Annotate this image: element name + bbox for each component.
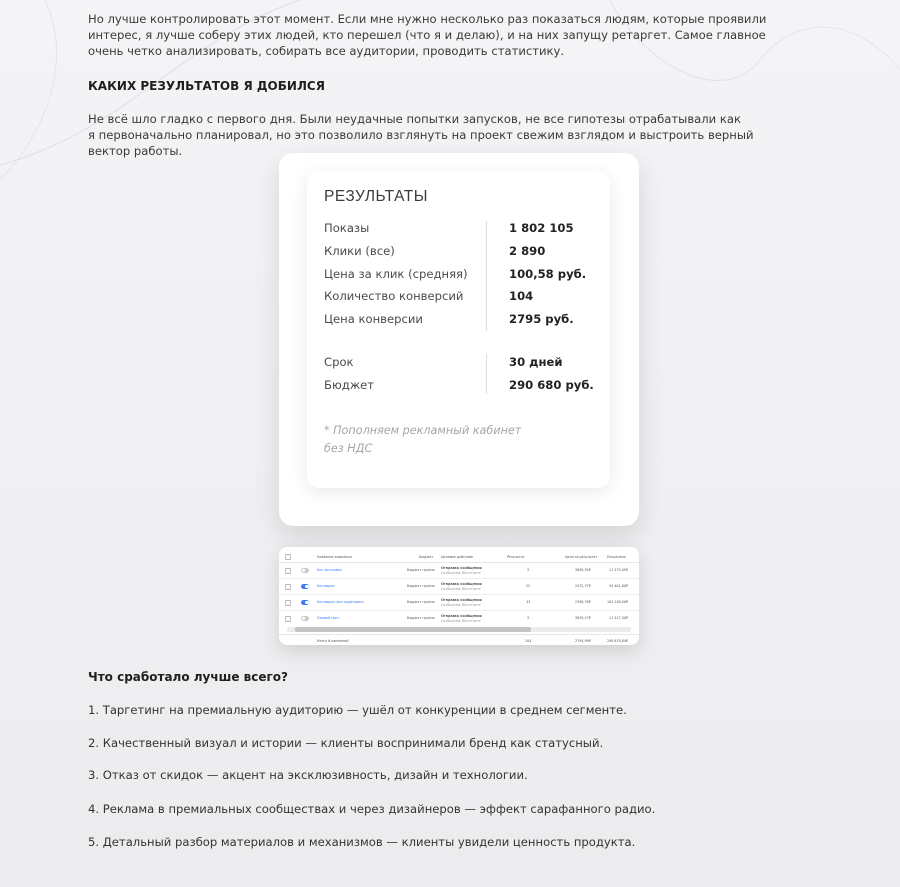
- metric-label: Показы: [324, 221, 370, 235]
- campaign-name[interactable]: Первый пост: [317, 616, 340, 620]
- campaign-action: Отправка сообщения: [441, 598, 482, 602]
- campaign-toggle[interactable]: [301, 616, 309, 621]
- metric-value: 2 890: [509, 244, 546, 258]
- campaign-action: Отправка сообщения: [441, 582, 482, 586]
- campaign-budget: Бюджет группы: [407, 584, 435, 588]
- metric-label: Срок: [324, 355, 354, 369]
- intro-line: интерес, я лучше соберу этих людей, кто перешел (что я и делаю), и на них запущу ретаргет. Самое главное: [88, 28, 766, 42]
- column-header[interactable]: Цена за результат: [565, 555, 598, 559]
- total-label: Итого 6 кампаний: [317, 639, 349, 643]
- campaign-result: 22: [526, 584, 531, 588]
- worked-heading: Что сработало лучше всего?: [88, 670, 288, 684]
- note-line: * Пополняем рекламный кабинет: [324, 424, 522, 437]
- results-card: [279, 153, 639, 526]
- campaign-action-sub: Сообщение ВКонтакте: [441, 619, 481, 623]
- total-result: 104: [525, 639, 532, 643]
- metric-value: 30 дней: [509, 355, 563, 369]
- campaign-action: Отправка сообщения: [441, 566, 482, 570]
- campaign-name[interactable]: Без видео: [317, 584, 335, 588]
- campaign-name[interactable]: Без видео (все аудитории): [317, 600, 364, 604]
- metric-row: [324, 312, 604, 330]
- campaign-result: 43: [526, 600, 531, 604]
- metric-value: 104: [509, 289, 534, 303]
- campaign-cost: 2472,77₽: [575, 584, 591, 588]
- metric-row: [324, 244, 604, 262]
- table-row[interactable]: [279, 563, 639, 579]
- campaign-cost: 2398,78₽: [575, 600, 591, 604]
- campaign-toggle[interactable]: [301, 600, 309, 605]
- card-title: РЕЗУЛЬТАТЫ: [324, 188, 428, 205]
- metric-value: 1 802 105: [509, 221, 574, 235]
- metric-row: [324, 378, 604, 396]
- list-item: 1. Таргетинг на премиальную аудиторию — ушёл от конкуренции в среднем сегменте.: [88, 703, 627, 717]
- campaign-result: 3: [527, 568, 530, 572]
- results-heading: КАКИХ РЕЗУЛЬТАТОВ Я ДОБИЛСЯ: [88, 79, 325, 93]
- campaign-spent: 54 401,00₽: [609, 584, 628, 588]
- row-checkbox[interactable]: [285, 584, 291, 590]
- campaign-budget: Бюджет группы: [407, 600, 435, 604]
- campaign-action-sub: Сообщение ВКонтакте: [441, 603, 481, 607]
- campaign-action: Отправка сообщения: [441, 614, 482, 618]
- list-item: 3. Отказ от скидок — акцент на эксклюзивность, дизайн и технологии.: [88, 768, 528, 782]
- metric-value: 290 680 руб.: [509, 378, 594, 392]
- intro-line: очень четко анализировать, собирать все аудитории, проводить статистику.: [88, 44, 565, 58]
- note-line: без НДС: [324, 442, 373, 455]
- metric-row: [324, 221, 604, 239]
- intro-line: Но лучше контролировать этот момент. Если мне нужно несколько раз показаться людям, которые проявили: [88, 12, 767, 26]
- metric-label: Клики (все): [324, 244, 395, 258]
- intro-paragraph: [88, 11, 828, 59]
- campaign-action-sub: Сообщение ВКонтакте: [441, 587, 481, 591]
- column-header[interactable]: Бюджет: [419, 555, 434, 559]
- results-card-inner: [307, 171, 610, 488]
- table-row[interactable]: [279, 579, 639, 595]
- metric-label: Цена конверсии: [324, 312, 423, 326]
- results-line: вектор работы.: [88, 144, 183, 158]
- total-cost: 2794,99₽: [575, 639, 591, 643]
- scrollbar-thumb[interactable]: [295, 627, 531, 632]
- row-checkbox[interactable]: [285, 600, 291, 606]
- campaign-spent: 11 517,50₽: [609, 616, 628, 620]
- metric-label: Количество конверсий: [324, 289, 464, 303]
- column-header[interactable]: Результат: [507, 555, 525, 559]
- table-footer: [279, 634, 639, 645]
- metric-value: 2795 руб.: [509, 312, 574, 326]
- campaign-result: 3: [527, 616, 530, 620]
- campaign-budget: Бюджет группы: [407, 568, 435, 572]
- metric-value: 100,58 руб.: [509, 267, 587, 281]
- row-checkbox[interactable]: [285, 568, 291, 574]
- campaign-cost: 3858,35₽: [575, 568, 591, 572]
- campaign-toggle[interactable]: [301, 584, 309, 589]
- metric-row: [324, 267, 604, 285]
- results-line: я первоначально планировал, но это позволило взглянуть на проект свежим взглядом и выстроить верный: [88, 128, 754, 142]
- metric-row: [324, 355, 604, 373]
- list-item: 5. Детальный разбор материалов и механизмов — клиенты увидели ценность продукта.: [88, 835, 636, 849]
- horizontal-scrollbar[interactable]: [287, 627, 631, 632]
- campaign-spent: 103 148,00₽: [607, 600, 628, 604]
- results-paragraph: [88, 111, 828, 159]
- list-item: 4. Реклама в премиальных сообществах и через дизайнеров — эффект сарафанного радио.: [88, 802, 656, 816]
- vat-note: [324, 422, 564, 458]
- table-row[interactable]: [279, 611, 639, 626]
- list-item: 2. Качественный визуал и истории — клиенты воспринимали бренд как статусный.: [88, 736, 604, 750]
- campaign-spent: 11 575,05₽: [609, 568, 628, 572]
- metric-row: [324, 289, 604, 307]
- row-checkbox[interactable]: [285, 616, 291, 622]
- metric-label: Бюджет: [324, 378, 375, 392]
- column-header[interactable]: Потрачено: [607, 555, 626, 559]
- table-header: [279, 550, 639, 563]
- table-row[interactable]: [279, 595, 639, 611]
- campaign-name[interactable]: Без заголовка: [317, 568, 342, 572]
- column-header[interactable]: Название кампании: [317, 555, 352, 559]
- campaign-table: [279, 547, 639, 645]
- campaign-cost: 3839,17₽: [575, 616, 591, 620]
- campaign-toggle[interactable]: [301, 568, 309, 573]
- results-line: Не всё шло гладко с первого дня. Были неудачные попытки запусков, не все гипотезы отрабатывали как: [88, 112, 741, 126]
- total-spent: 290 679,84₽: [607, 639, 628, 643]
- column-header[interactable]: Целевое действие: [441, 555, 474, 559]
- campaign-budget: Бюджет группы: [407, 616, 435, 620]
- campaign-action-sub: Сообщение ВКонтакте: [441, 571, 481, 575]
- metric-label: Цена за клик (средняя): [324, 267, 468, 281]
- select-all-checkbox[interactable]: [285, 554, 291, 560]
